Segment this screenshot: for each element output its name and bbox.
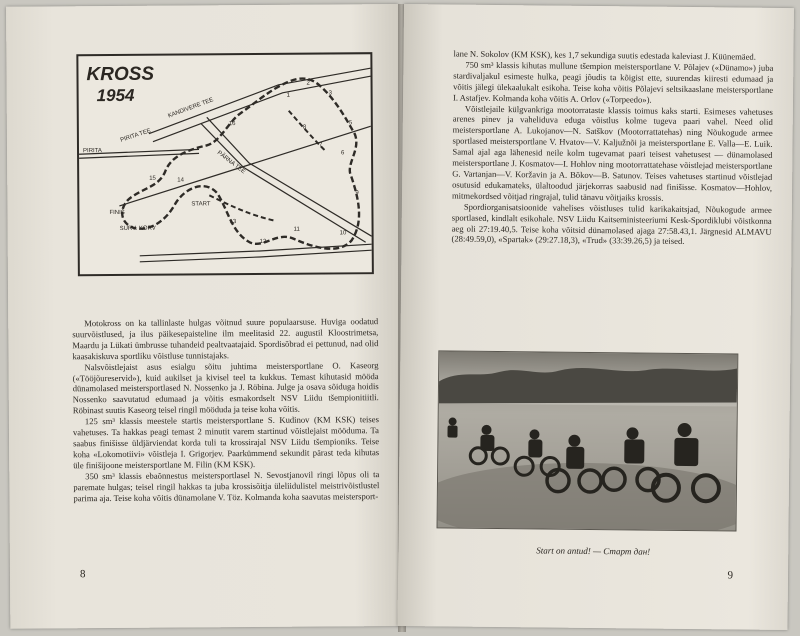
route-map xyxy=(76,52,374,276)
right-paragraph-2: 750 sm³ klassis kihutas mullune tšempion meistersportlane V. Põlajev («Dünamo») juba stardivaljakul esimeste hulka, peagi jõudis ta kõigist ette, suurendas kiiresti edumaad ja võitis jälegi ülekaalukalt esikoha. Teise koha võitis Põlajevi seltsikaaslane meistersportlane I. Astafjev. Kolmanda koha võitis A. Orlov («Torpeedo»). xyxy=(452,59,774,105)
map-label-finis: FINIŠ xyxy=(109,209,125,217)
right-paragraph-1: lane N. Sokolov (KM KSK), kes 1,7 sekundiga suutis edestada kaleviast J. Küünemäed. xyxy=(453,48,756,62)
map-marker-7: 7 xyxy=(318,142,323,149)
map-marker-12: 12 xyxy=(259,238,267,245)
map-label-parna-tee: PÄRNA TEE xyxy=(215,150,247,176)
map-label-pirita: PIRITA xyxy=(82,148,102,155)
map-marker-6: 6 xyxy=(341,150,345,157)
right-paragraph-3: Võistlejaile külgvankriga mootorrataste klassis toimus kaks starti. Esimeses vahetuses arenes pinev ja vaheliduva eduga võistlus kolme tugeva paari vahel. Need olid meistersportlane A. Lukojanov—N. Satškov (Mootorrattatehas) ning Nõukogude armee sportlased meistersportlane V. Hvatov—V. Kaljužnõi ja meistersportlane E. Valla—E. Luik. Samal ajal aga lähenesid neile kolm tugevamat paari teisest vahetusest — dünamolased meistersportlane J. Kosmatov—I. Hohlov ning mootorrattatehase võistlejad meistersportlane G. Vartanjan—V. Koržavin ja A. Bõkov—B. Satunov. Teises vahetuses startinud võistlejad osutusid edukamateks, ülaltoodud järjekorras saabusid nad finišisse. Kosmatov—Hohlov, mitmekordsed võitjad ringrajal, tulid tänavu võitjaiks krossis. xyxy=(451,103,773,203)
map-marker-15: 15 xyxy=(149,175,156,182)
right-article-text xyxy=(451,49,773,249)
left-paragraph-3: 125 sm³ klassis meestele startis meistersportlane S. Kudinov (KM KSK) teises vahetuses. Ta hakkas peagi temast 2 minutit varem startinud võistlejaist mööduma. Ta saabus finišisse üldjärviendat korda tuli ta krossirajal NSV Liidu tšempioniks. Teise koha «Lokomotiivi» võistleja I. Grigorjev. Paarkümmend sekundit pärast teda kihutas üle finišijoone meistersportlane M. Filin (KM KSK). xyxy=(72,414,380,471)
map-marker-16: 16 xyxy=(228,121,236,128)
map-title-line2: 1954 xyxy=(96,85,135,106)
right-paragraph-4: Spordiorganisatsioonide vahelises võistluses tulid karikakaitsjad, Nõukogude armee sportlased, kindlalt esikohale. NSV Liidu Kaitseministeeriumi Kesk-Spordiklubi võistkonna aeg oli 27:19.40,5. Teise koha võitsid dünamolased ajaga 27:58.43,1. Järgnesid ALMAVU (28:49.59,0), «Spartak» (29:27.18,3), «Trud» (33:39.26,5) ja teised. xyxy=(451,201,772,247)
route-map-drawing xyxy=(78,54,372,274)
book-spread xyxy=(6,4,796,632)
motorcycle-riders-image xyxy=(438,351,738,530)
left-paragraph-2: Nalsvõistlejaist asus esialgu sõitu juhtima meistersportlane O. Kaseorg («Tööjõureservid»), kuid aukilset ja kivisel teel ta kukkus. Temast kihutasid mööda dünamolased meistersportlased N. Nossenko ja J. Röbina. Julge ja osava sõiduga hoidis Nossenko saavutatud edumaad ja võitis esmakordselt NSV Liidu tšempionitiitli. Röbinast suutis Kaseorg teisel ringil mööduda ja teise koha võitis. xyxy=(72,359,379,416)
map-marker-2: 2 xyxy=(306,80,310,87)
race-start-photo xyxy=(437,350,739,531)
left-paragraph-4: 350 sm³ klassis ebaõnnestus meistersportlasel N. Sevostjanovil ringi lõpus oli ta paremate hulgas; teisel ringil hakkas ta juba krossisõitja üleliidulistel meistrivõistlustel parima aja. Teise koha võitis dünamolane V. Töz. Kolmanda koha saavutas meistersport- xyxy=(73,468,380,503)
page-number-left: 8 xyxy=(79,568,86,581)
left-article-text xyxy=(72,316,379,504)
photo-caption: Start on antud! — Старт дан! xyxy=(536,545,651,557)
map-label-surv-korv: SURV. KORV xyxy=(119,225,156,232)
map-marker-5: 5 xyxy=(348,120,353,127)
map-marker-9: 9 xyxy=(355,190,359,197)
map-marker-10: 10 xyxy=(339,230,347,237)
map-title-line1: KROSS xyxy=(86,63,155,86)
map-label-kandivere: KANDIVERE TEE xyxy=(167,97,215,120)
page-number-right: 9 xyxy=(727,569,734,582)
left-page xyxy=(6,4,402,629)
map-label-pirita-tee: PIRITA TEE xyxy=(119,128,152,144)
right-page xyxy=(397,4,793,630)
map-label-start: START xyxy=(191,201,211,208)
map-marker-8: 8 xyxy=(302,124,307,131)
map-marker-13: 13 xyxy=(229,219,237,226)
map-marker-14: 14 xyxy=(177,177,184,184)
map-marker-11: 11 xyxy=(293,226,300,233)
map-marker-1: 1 xyxy=(286,92,291,99)
map-marker-3: 3 xyxy=(328,90,332,97)
left-paragraph-1: Motokross on ka tallinlaste hulgas võitnud suure populaarsuse. Huviga oodatud suurvõistlused, ja ilus päikesepaisteline ilm meelitasid 22. augustil Kloostrimetsa, Maardu ja Lükati ümbrusse tuhandeid pealtvaatajaid. Spordisõbrad ei pettunud, nad olid kaasakiskuva sportliku võistluse tunnistajaks. xyxy=(72,316,379,361)
